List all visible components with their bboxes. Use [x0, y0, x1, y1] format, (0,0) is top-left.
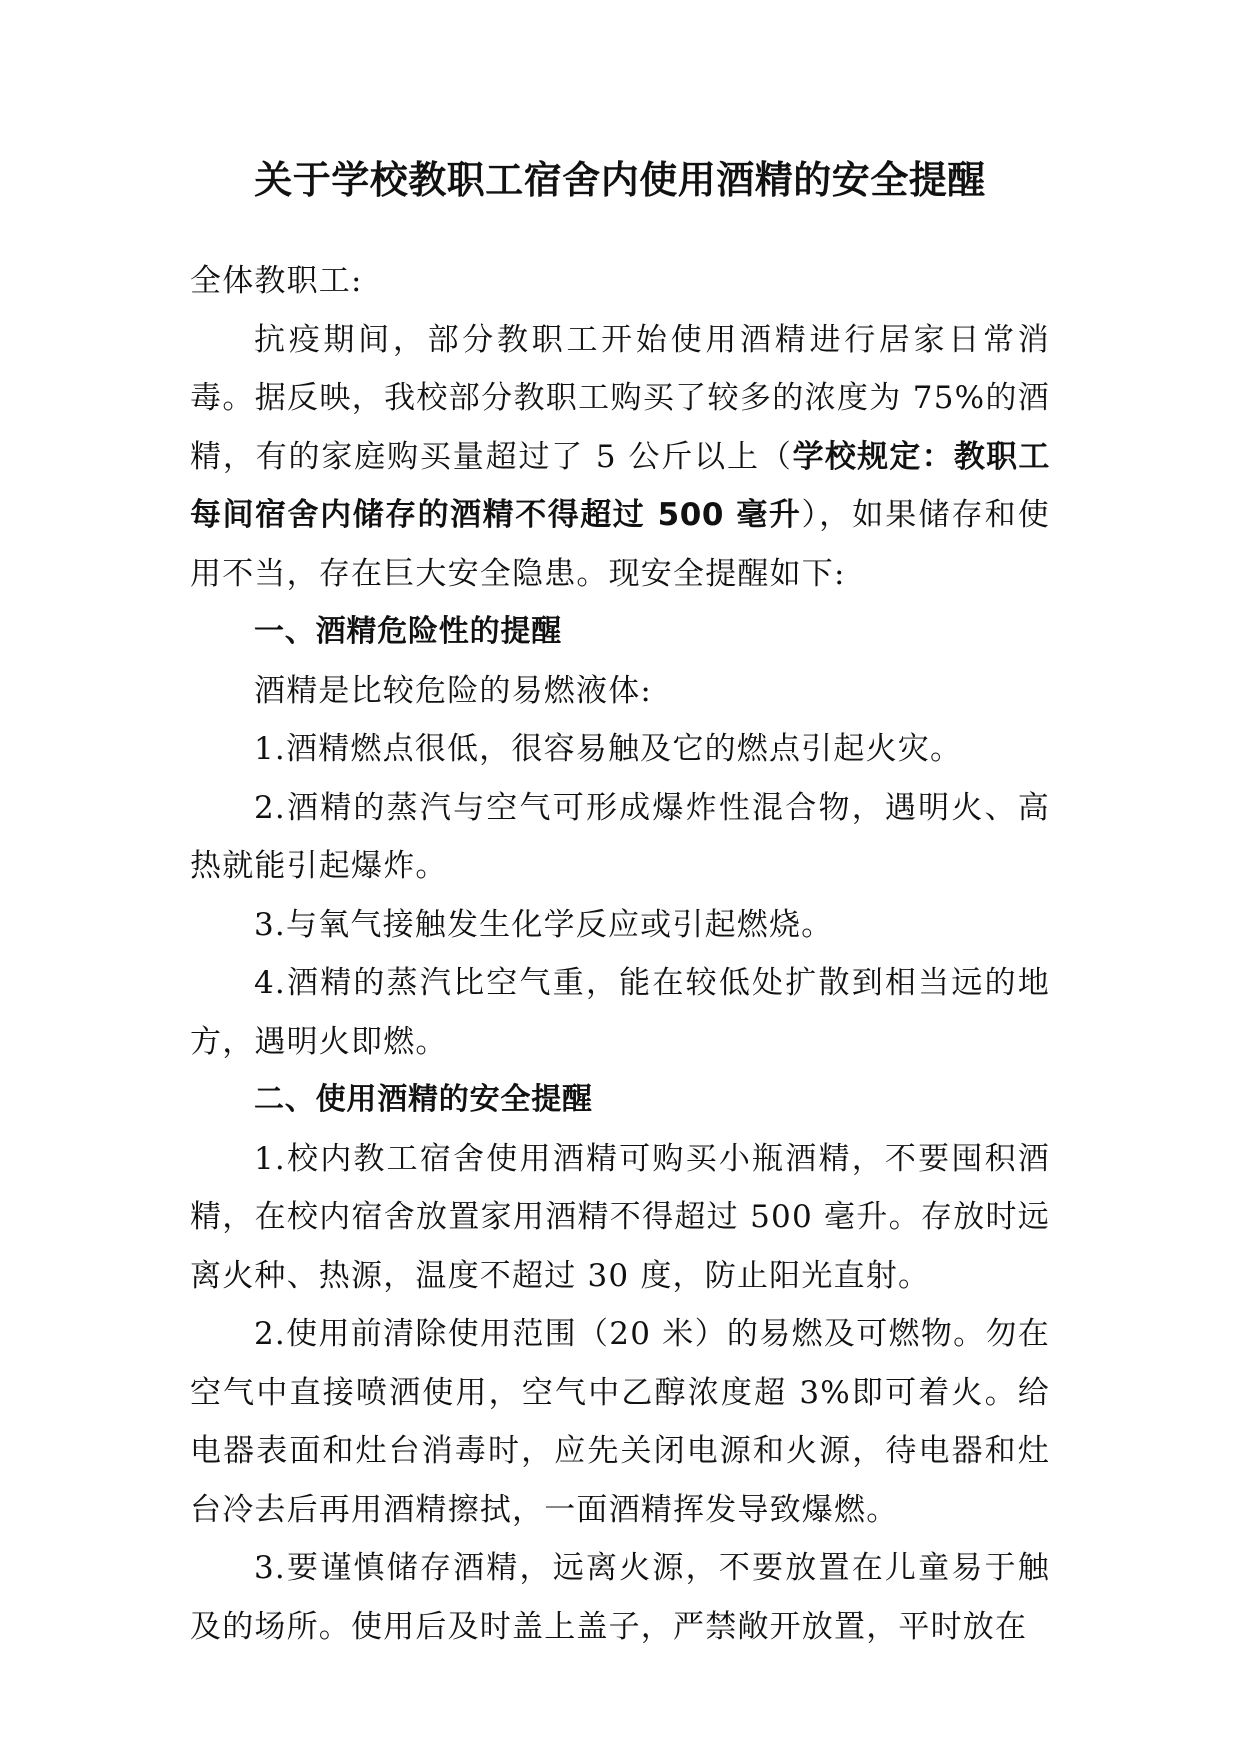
intro-paragraph — [190, 311, 1050, 604]
section-2-item-3: 3.要谨慎储存酒精，远离火源，不要放置在儿童易于触及的场所。使用后及时盖上盖子，严禁敞开放置，平时放在 — [190, 1550, 1050, 1645]
section-1-item-2: 2.酒精的蒸汽与空气可形成爆炸性混合物，遇明火、高热就能引起爆炸。 — [190, 789, 1050, 884]
document-body — [190, 252, 1050, 1656]
intro-text-after: ），如果储存和使用不当，存在巨大安全隐患。现安全提醒如下: — [190, 497, 1050, 592]
section-2-item-2: 2.使用前清除使用范围（20 米）的易燃及可燃物。勿在空气中直接喷洒使用，空气中乙醇浓度超 3%即可着火。给电器表面和灶台消毒时，应先关闭电源和火源，待电器和灶台冷去后再用酒精擦拭，一面酒精挥发导致爆燃。 — [190, 1316, 1050, 1528]
section-1-item-4: 4.酒精的蒸汽比空气重，能在较低处扩散到相当远的地方，遇明火即燃。 — [190, 965, 1050, 1060]
document-title: 关于学校教职工宿舍内使用酒精的安全提醒 — [254, 157, 986, 202]
section-1-item-1: 1.酒精燃点很低，很容易触及它的燃点引起火灾。 — [254, 731, 963, 767]
school-rule-emphasis: 学校规定：教职工每间宿舍内储存的酒精不得超过 500 毫升 — [190, 438, 1050, 533]
section-2-heading: 二、使用酒精的安全提醒 — [254, 1082, 593, 1117]
section-1-heading: 一、酒精危险性的提醒 — [254, 614, 562, 649]
section-1-lead: 酒精是比较危险的易燃液体: — [254, 672, 653, 709]
intro-text-before: 抗疫期间，部分教职工开始使用酒精进行居家日常消毒。据反映，我校部分教职工购买了较多的浓度为 75%的酒精，有的家庭购买量超过了 5 公斤以上（ — [190, 321, 1050, 475]
section-2-item-1: 1.校内教工宿舍使用酒精可购买小瓶酒精，不要囤积酒精，在校内宿舍放置家用酒精不得超过 500 毫升。存放时远离火种、热源，温度不超过 30 度，防止阳光直射。 — [190, 1140, 1050, 1294]
section-1-item-3: 3.与氧气接触发生化学反应或引起燃烧。 — [254, 906, 834, 943]
salutation: 全体教职工: — [190, 263, 363, 299]
